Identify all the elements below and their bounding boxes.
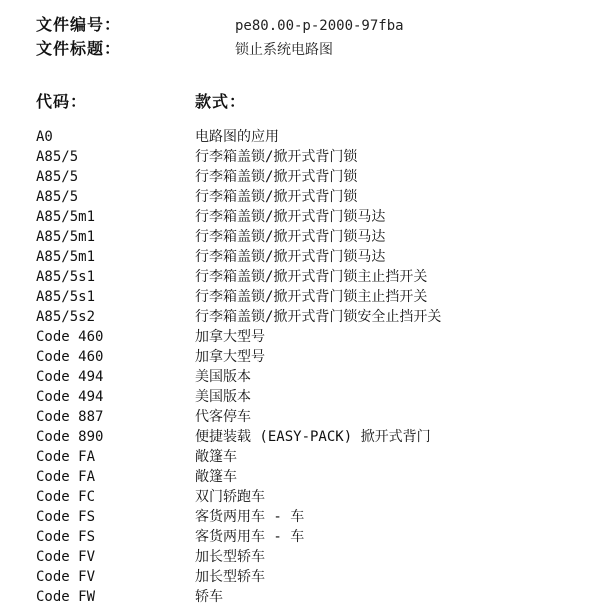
document-title-row	[36, 38, 333, 60]
item-code: Code FS	[36, 509, 96, 525]
item-code: Code FA	[36, 469, 96, 485]
list-item	[36, 467, 596, 487]
list-item	[36, 347, 596, 367]
item-code: Code FA	[36, 449, 96, 465]
item-style: 行李箱盖锁/掀开式背门锁主止挡开关	[195, 289, 428, 305]
list-item	[36, 187, 596, 207]
item-style: 行李箱盖锁/掀开式背门锁安全止挡开关	[195, 309, 442, 325]
item-style: 行李箱盖锁/掀开式背门锁马达	[195, 229, 386, 245]
document-number-label: 文件编号：	[36, 15, 122, 34]
list-item	[36, 127, 596, 147]
code-column-heading: 代码：	[36, 92, 88, 111]
item-style: 敞篷车	[195, 469, 237, 485]
list-item	[36, 387, 596, 407]
item-code: Code FC	[36, 489, 96, 505]
list-item	[36, 227, 596, 247]
item-style: 行李箱盖锁/掀开式背门锁	[195, 169, 358, 185]
list-item	[36, 367, 596, 387]
item-style: 代客停车	[195, 409, 251, 425]
list-item	[36, 407, 596, 427]
list-item	[36, 447, 596, 467]
code-style-list	[36, 127, 596, 607]
item-code: Code FS	[36, 529, 96, 545]
item-style: 加长型轿车	[195, 549, 265, 565]
item-code: A85/5s1	[36, 269, 96, 285]
item-code: A85/5	[36, 149, 79, 165]
list-item	[36, 247, 596, 267]
list-item	[36, 167, 596, 187]
list-item	[36, 587, 596, 607]
item-style: 敞篷车	[195, 449, 237, 465]
item-style: 行李箱盖锁/掀开式背门锁马达	[195, 249, 386, 265]
item-code: Code 494	[36, 369, 104, 385]
item-code: Code 890	[36, 429, 104, 445]
list-item	[36, 487, 596, 507]
column-headings	[36, 90, 246, 114]
list-item	[36, 307, 596, 327]
list-item	[36, 507, 596, 527]
item-style: 加拿大型号	[195, 329, 265, 345]
item-code: A85/5m1	[36, 229, 96, 245]
item-code: A0	[36, 129, 53, 145]
item-style: 轿车	[195, 589, 223, 605]
item-style: 行李箱盖锁/掀开式背门锁	[195, 189, 358, 205]
item-style: 客货两用车 - 车	[195, 529, 305, 545]
list-item	[36, 567, 596, 587]
list-item	[36, 147, 596, 167]
document-number-value: pe80.00-p-2000-97fba	[235, 18, 404, 34]
list-item	[36, 547, 596, 567]
item-style: 美国版本	[195, 369, 251, 385]
item-code: A85/5	[36, 189, 79, 205]
style-column-heading: 款式：	[195, 92, 247, 111]
item-code: A85/5s1	[36, 289, 96, 305]
document-title-label: 文件标题：	[36, 39, 122, 58]
item-style: 电路图的应用	[195, 129, 279, 145]
item-style: 行李箱盖锁/掀开式背门锁	[195, 149, 358, 165]
list-item	[36, 287, 596, 307]
document-title-value: 锁止系统电路图	[235, 42, 333, 58]
item-style: 客货两用车 - 车	[195, 509, 305, 525]
list-item	[36, 427, 596, 447]
item-style: 双门轿跑车	[195, 489, 265, 505]
item-style: 行李箱盖锁/掀开式背门锁主止挡开关	[195, 269, 428, 285]
item-code: Code 460	[36, 329, 104, 345]
item-code: Code FV	[36, 549, 96, 565]
item-style: 行李箱盖锁/掀开式背门锁马达	[195, 209, 386, 225]
item-style: 便捷装载 (EASY-PACK) 掀开式背门	[195, 429, 431, 445]
item-code: A85/5m1	[36, 249, 96, 265]
list-item	[36, 207, 596, 227]
list-item	[36, 527, 596, 547]
item-code: A85/5s2	[36, 309, 96, 325]
item-code: A85/5m1	[36, 209, 96, 225]
item-code: A85/5	[36, 169, 79, 185]
document-number-row	[36, 14, 404, 36]
item-style: 加长型轿车	[195, 569, 265, 585]
list-item	[36, 327, 596, 347]
item-style: 加拿大型号	[195, 349, 265, 365]
item-code: Code 494	[36, 389, 104, 405]
item-code: Code 887	[36, 409, 104, 425]
item-code: Code FW	[36, 589, 96, 605]
item-code: Code 460	[36, 349, 104, 365]
list-item	[36, 267, 596, 287]
item-style: 美国版本	[195, 389, 251, 405]
item-code: Code FV	[36, 569, 96, 585]
